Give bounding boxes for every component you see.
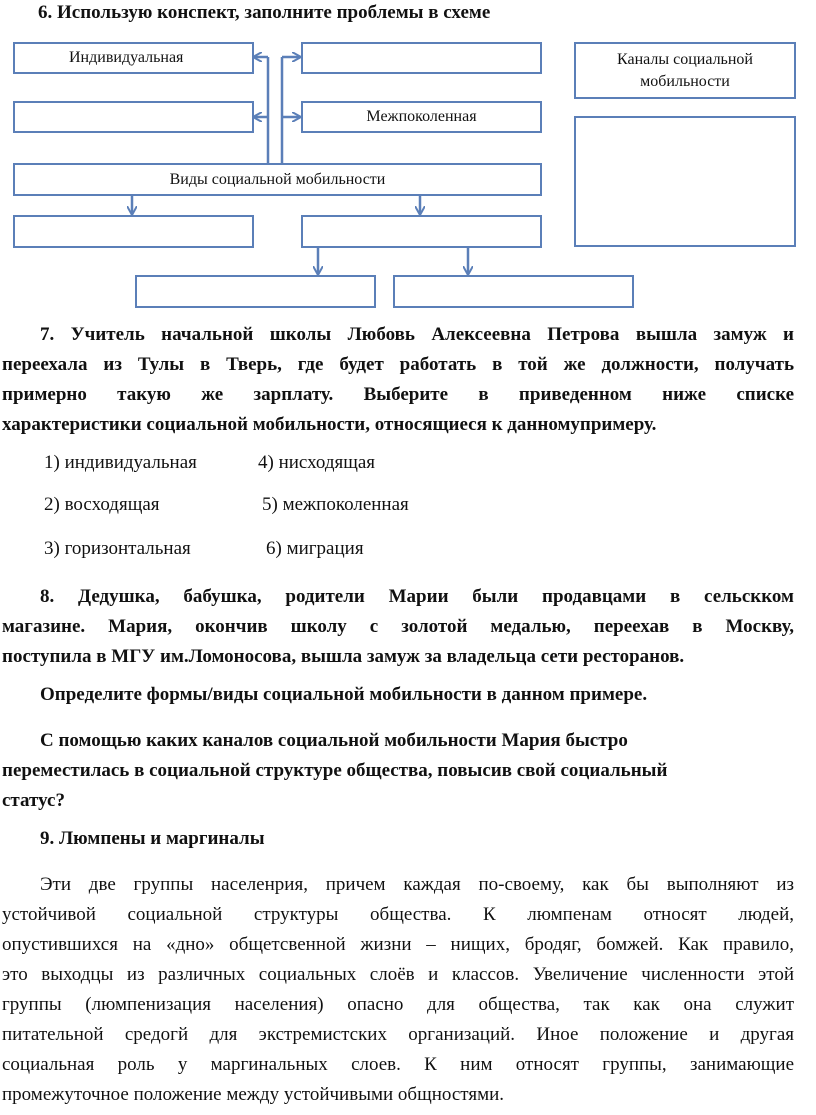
task7-option-4: 4) нисходящая: [258, 452, 376, 473]
task9-line: социальная роль у маргинальных слоев. К ним относят группы, занимающие: [2, 1054, 794, 1075]
task6-title: 6. Использую конспект, заполните проблемы в схеме: [38, 2, 491, 23]
task8-text: [2, 582, 794, 672]
task9-line: устойчивой социальной структуры общества. К люмпенам относят людей,: [2, 904, 794, 925]
box-channels-label: Каналы социальной мобильности: [617, 51, 753, 90]
task9-line: Эти две группы населенрия, причем каждая по-своему, как бы выполняют из: [40, 874, 794, 895]
task7-option-1: 1) индивидуальная: [44, 452, 197, 473]
box-empty-mid-left[interactable]: [13, 101, 254, 133]
task8-q2-line: статус?: [2, 790, 65, 811]
box-types-of-mobility: [13, 163, 542, 196]
box-channels-list[interactable]: [574, 116, 796, 247]
task9-title: 9. Люмпены и маргиналы: [40, 828, 265, 849]
task7-line: характеристики социальной мобильности, относящиеся к данномупримеру.: [2, 414, 657, 435]
box-individual: [13, 42, 254, 74]
task8-line: магазине. Мария, окончив школу с золотой медалью, переехав в Москву,: [2, 616, 794, 637]
task9-line: это выходцы из различных социальных слоёв и классов. Увеличение численности этой: [2, 964, 794, 985]
task9-text: [2, 870, 794, 1110]
task7-line: переехала из Тулы в Тверь, где будет работать в той же должности, получать: [2, 354, 794, 375]
task8-line: 8. Дедушка, бабушка, родители Марии были продавцами в сельскком: [40, 586, 794, 607]
box-channels: [574, 42, 796, 99]
box-empty-bottom-right[interactable]: [393, 275, 634, 308]
task8-line: поступила в МГУ им.Ломоносова, вышла замуж за владельца сети ресторанов.: [2, 646, 685, 667]
task9-line: группы (люмпенизация населения) опасно для общества, так как она служит: [2, 994, 794, 1015]
task7-option-6: 6) миграция: [266, 538, 364, 559]
task7-option-5: 5) межпоколенная: [262, 494, 409, 515]
task9-line: промежуточное положение между устойчивыми общностями.: [2, 1084, 505, 1105]
task8-question-2: [2, 726, 794, 816]
box-individual-label: Индивидуальная: [69, 49, 184, 66]
box-empty-bottom-left[interactable]: [135, 275, 376, 308]
task8-q2-line: С помощью каких каналов социальной мобильности Мария быстро: [40, 730, 628, 751]
box-intergenerational-label: Межпоколенная: [366, 108, 477, 125]
box-empty-top-right[interactable]: [301, 42, 542, 74]
box-intergenerational: [301, 101, 542, 133]
task8-question-1: Определите формы/виды социальной мобильности в данном примере.: [40, 684, 648, 705]
task9-line: питательной средогй для экстремистских организаций. Иное положение и другая: [2, 1024, 794, 1045]
task9-line: опустившихся на «дно» общетсвенной жизни – нищих, бродяг, бомжей. Как правило,: [2, 934, 794, 955]
task7-text: [2, 320, 794, 440]
task7-option-3: 3) горизонтальная: [44, 538, 191, 559]
box-empty-lower-left[interactable]: [13, 215, 254, 248]
task7-line: 7. Учитель начальной школы Любовь Алексеевна Петрова вышла замуж и: [40, 324, 794, 345]
box-empty-lower-right[interactable]: [301, 215, 542, 248]
task7-line: примерно такую же зарплату. Выберите в приведенном ниже списке: [2, 384, 794, 405]
task8-q2-line: переместилась в социальной структуре общества, повысив свой социальный: [2, 760, 668, 781]
box-types-label: Виды социальной мобильности: [169, 171, 386, 188]
task7-option-2: 2) восходящая: [44, 494, 160, 515]
